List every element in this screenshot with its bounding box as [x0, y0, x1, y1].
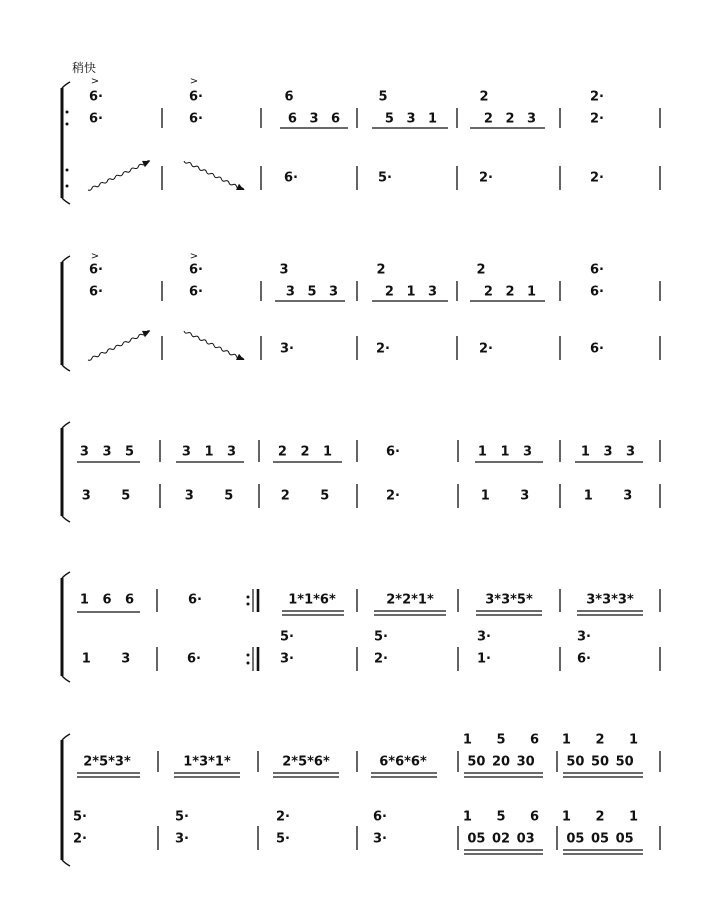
bracket-hook	[62, 198, 70, 204]
note-text: 6·	[89, 89, 103, 105]
note-group: 3*3*3*	[586, 592, 634, 608]
note-group: 3 5	[81, 488, 131, 504]
note-text: 6·	[89, 284, 103, 300]
repeat-dot	[66, 123, 69, 126]
note-group: 2 2 3	[483, 111, 537, 127]
accent-mark: >	[189, 251, 199, 262]
accent-mark: >	[90, 251, 100, 262]
note-text: 2·	[376, 341, 390, 357]
note-group: 2*2*1*	[386, 592, 434, 608]
repeat-dot	[66, 185, 69, 188]
glissando-down-icon	[184, 331, 244, 360]
note-group: 1*3*1*	[183, 754, 231, 770]
note-text: 6·	[577, 651, 591, 667]
note-text: 2	[479, 89, 489, 105]
note-text: 2·	[73, 831, 87, 847]
note-group: 50 20 30	[467, 754, 535, 770]
note-text: 2·	[590, 111, 604, 127]
repeat-dot	[66, 111, 69, 114]
note-group: 3 1 3	[181, 444, 237, 460]
note-text: 2	[476, 262, 486, 278]
note-text: 3	[279, 262, 289, 278]
bracket-hook	[62, 572, 70, 578]
note-text: 5·	[276, 831, 290, 847]
note-text: 3·	[175, 831, 189, 847]
glissando-up-icon	[88, 331, 150, 361]
note-group: 2 2 1	[277, 444, 333, 460]
accent-mark: >	[189, 76, 199, 87]
note-group: 05 02 03	[467, 831, 535, 847]
repeat-dot	[247, 603, 250, 606]
note-group: 3 3 5	[79, 444, 135, 460]
note-group: 1 3	[81, 651, 131, 667]
note-text: 6·	[188, 592, 202, 608]
note-group: 1 6 6	[79, 592, 135, 608]
note-text: 2·	[479, 170, 493, 186]
glissando-down-icon	[184, 161, 244, 190]
repeat-dot	[247, 596, 250, 599]
bracket-hook	[62, 734, 70, 740]
tempo-marking: 稍快	[72, 61, 97, 75]
note-group: 1 3	[480, 488, 530, 504]
note-group: 1 5 6	[462, 732, 540, 748]
note-group: 3 5 3	[285, 284, 339, 300]
note-text: 6·	[373, 809, 387, 825]
note-group: 5 3 1	[384, 111, 438, 127]
note-text: 6·	[284, 170, 298, 186]
note-text: 2·	[479, 341, 493, 357]
repeat-dot	[66, 169, 69, 172]
note-text: 6·	[590, 284, 604, 300]
accent-mark: >	[90, 76, 100, 87]
note-group: 1*1*6*	[288, 592, 336, 608]
note-text: 3·	[280, 341, 294, 357]
note-text: 5·	[374, 629, 388, 645]
note-text: 6·	[189, 284, 203, 300]
note-text: 6·	[590, 262, 604, 278]
note-text: 2·	[386, 488, 400, 504]
note-group: 1 3 3	[580, 444, 636, 460]
glissando-up-icon-head	[142, 161, 150, 167]
note-text: 3·	[280, 651, 294, 667]
note-group: 2 5	[280, 488, 330, 504]
note-group: 2*5*6*	[282, 754, 330, 770]
note-text: 2·	[276, 809, 290, 825]
note-text: 3·	[373, 831, 387, 847]
bracket-hook	[62, 422, 70, 428]
bracket-hook	[62, 256, 70, 262]
note-group: 2*5*3*	[83, 754, 131, 770]
bracket-hook	[62, 516, 70, 522]
note-group: 1 2 1	[561, 732, 639, 748]
note-group: 6 3 6	[287, 111, 341, 127]
note-group: 1 3	[583, 488, 633, 504]
note-group: 1 1 3	[477, 444, 533, 460]
note-group: 3 5	[184, 488, 234, 504]
note-text: 6·	[386, 444, 400, 460]
note-text: 6·	[187, 651, 201, 667]
note-text: 2·	[590, 170, 604, 186]
note-group: 2 2 1	[483, 284, 537, 300]
bracket-hook	[62, 365, 70, 371]
bracket-hook	[62, 676, 70, 682]
note-group: 1 2 1	[561, 809, 639, 825]
note-group: 3*3*5*	[485, 592, 533, 608]
note-group: 2 1 3	[384, 284, 438, 300]
note-text: 6·	[189, 262, 203, 278]
bracket-hook	[62, 860, 70, 866]
note-text: 6·	[189, 89, 203, 105]
note-text: 5·	[73, 809, 87, 825]
note-group: 1 5 6	[462, 809, 540, 825]
repeat-dot	[247, 654, 250, 657]
note-text: 6·	[590, 341, 604, 357]
note-text: 5·	[280, 629, 294, 645]
note-text: 2	[376, 262, 386, 278]
note-text: 1·	[477, 651, 491, 667]
note-text: 5·	[175, 809, 189, 825]
note-group: 6*6*6*	[379, 754, 427, 770]
glissando-up-icon-head	[142, 331, 150, 337]
note-text: 6·	[189, 111, 203, 127]
note-text: 5·	[378, 170, 392, 186]
note-text: 2·	[374, 651, 388, 667]
note-group: 50 50 50	[566, 754, 634, 770]
glissando-up-icon	[88, 161, 150, 191]
note-text: 2·	[590, 89, 604, 105]
note-text: 3·	[477, 629, 491, 645]
note-text: 5	[378, 89, 388, 105]
note-text: 6·	[89, 262, 103, 278]
note-text: 6·	[89, 111, 103, 127]
note-text: 3·	[577, 629, 591, 645]
note-group: 05 05 05	[566, 831, 634, 847]
note-text: 6	[284, 89, 294, 105]
repeat-dot	[247, 662, 250, 665]
bracket-hook	[62, 82, 70, 88]
